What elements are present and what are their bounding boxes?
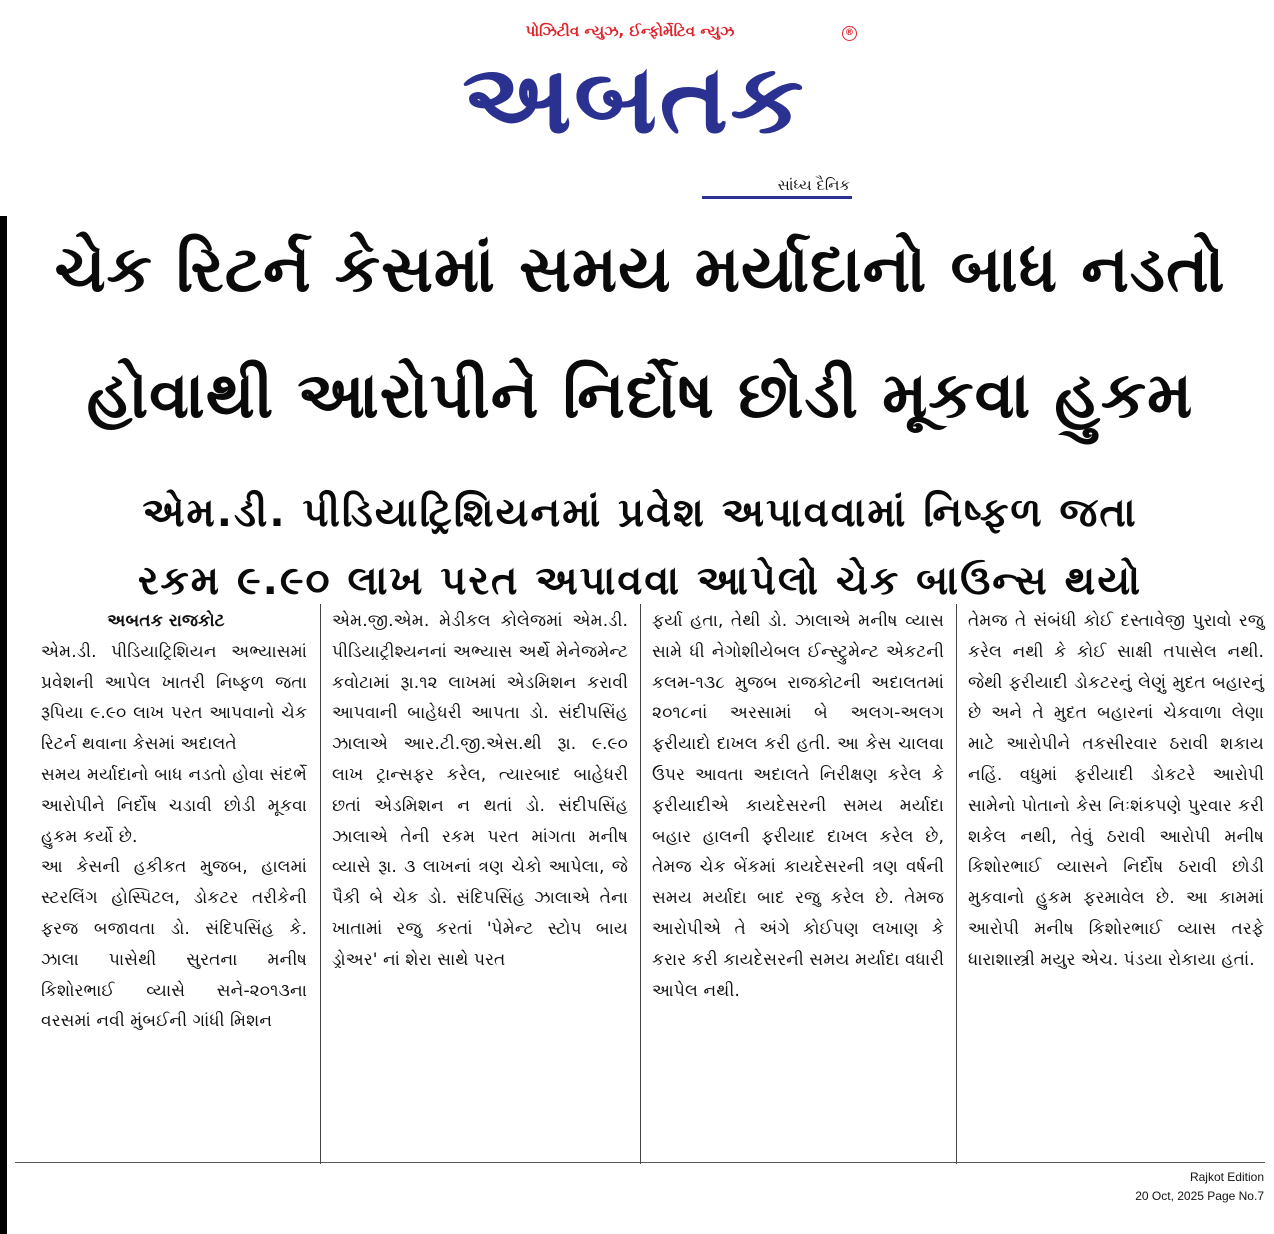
column-divider	[640, 604, 641, 1164]
newspaper-logo[interactable]	[414, 44, 854, 159]
masthead-tagline: પોઝિટીવ ન્યુઝ, ઈન્ફોર્મેટિવ ન્યુઝ	[525, 22, 735, 40]
headline-line-1: ચેક રિટર્ન કેસમાં સમય મર્યાદાનો બાધ નડતો	[54, 233, 1226, 307]
column-divider	[956, 604, 957, 1164]
subheadline-line-1: એમ.ડી. પીડિયાટ્રિશિયનમાં પ્રવેશ અપાવવામાં નિષ્ફળ જતા	[142, 490, 1138, 536]
article-column-3	[652, 606, 944, 1006]
article-column-4	[968, 606, 1264, 976]
headline-line-2: હોવાથી આરોપીને નિર્દોષ છોડી મૂકવા હુકમ	[86, 359, 1194, 433]
footer-rule	[15, 1162, 1265, 1163]
registered-mark-icon: ®	[842, 26, 857, 41]
article-column-2	[332, 606, 628, 976]
masthead-subtitle: સાંધ્ય દૈનિક	[777, 176, 850, 194]
page-info: 20 Oct, 2025 Page No.7	[1135, 1189, 1264, 1203]
article-paragraph: સમય મર્યાદાનો બાધ નડતો હોવા સંદર્ભે આરોપીને નિર્દોષ ચડાવી છોડી મૂકવા હુકમ કર્યો છે.	[41, 764, 307, 847]
article-paragraph: આ કેસની હકીકત મુજબ, હાલમાં સ્ટરલિંગ હોસ્પિટલ, ડોકટર તરીકેની ફરજ બજાવતા ડો. સંદિપસિંહ કે. ઝાલા પાસેથી સુરતના મનીષ કિશોરભાઈ વ્યાસે સને-૨૦૧૩ના વરસમાં નવી મુંબઈની ગાંધી મિશન	[41, 857, 307, 1032]
subtitle-underline	[702, 196, 852, 199]
article-paragraph: એમ.ડી. પીડિયાટ્રિશિયન અભ્યાસમાં પ્રવેશની આપેલ ખાતરી નિષ્ફળ જતા રૂપિયા ૯.૯૦ લાખ પરત આપવાનો ચેક રિટર્ન થવાના કેસમાં અદાલતે	[41, 641, 307, 755]
article-paragraph: તેમજ તે સંબંધી કોઈ દસ્તાવેજી પુરાવો રજુ કરેલ નથી કે કોઈ સાક્ષી તપાસેલ નથી. જેથી ફરીયાદી ડોકટરનું લેણું મુદત બહારનું છે અને તે મુદત બહારનાં ચેકવાળા લેણા માટે આરોપીને તકસીરવાર ઠરાવી શકાય નહિં. વધુમાં ફરીયાદી ડોકટરે આરોપી સામેનો પોતાનો કેસ નિઃશંકપણે પુરવાર કરી શકેલ નથી, તેવું ઠરાવી આરોપી મનીષ કિશોરભાઈ વ્યાસને નિર્દોષ ઠરાવી છોડી મુકવાનો હુકમ ફરમાવેલ છે. આ કામમાં આરોપી મનીષ કિશોરભાઈ વ્યાસ તરફે ધારાશાસ્ત્રી મયુર એચ. પંડયા રોકાયા હતાં.	[968, 611, 1264, 970]
subheadline-line-2: રકમ ૯.૯૦ લાખ પરત અપાવવા આપેલો ચેક બાઉન્સ થયો	[137, 558, 1143, 604]
masthead	[0, 0, 1274, 210]
article-byline: અબતક રાજકોટ	[107, 611, 225, 631]
article-paragraph: ફર્યા હતા, તેથી ડો. ઝાલાએ મનીષ વ્યાસ સામે ધી નેગોશીયેબલ ઈન્સ્ટ્રુમેન્ટ એકટની કલમ-૧૩૮ મુજબ રાજકોટની અદાલતમાં ૨૦૧૮નાં અરસામાં બે અલગ-અલગ ફરીયાદો દાખલ કરી હતી. આ કેસ ચાલવા ઉપર આવતા અદાલતે નિરીક્ષણ કરેલ કે ફરીયાદીએ કાયદેસરની સમય મર્યાદા બહાર હાલની ફરીયાદ દાખલ કરેલ છે, તેમજ ચેક બેંકમાં કાયદેસરની ત્રણ વર્ષની સમય મર્યાદા બાદ રજુ કરેલ છે. તેમજ આરોપીએ તે અંગે કોઈપણ લખાણ કે કરાર કરી કાયદેસરની સમય મર્યાદા વધારી આપેલ નથી.	[652, 611, 944, 1001]
article-paragraph: એમ.જી.એમ. મેડીકલ કોલેજમાં એમ.ડી. પીડિયાટ્રીશ્યનનાં અભ્યાસ અર્થે મેનેજમેન્ટ કવોટામાં રૂા.૧૨ લાખમાં એડમિશન કરાવી આપવાની બાહેધરી આપતા ડો. સંદીપસિંહ ઝાલાએ આર.ટી.જી.એસ.થી રૂા. ૯.૯૦ લાખ ટ્રાન્સફર કરેલ, ત્યારબાદ બાહેધરી છતાં એડમિશન ન થતાં ડો. સંદીપસિંહ ઝાલાએ તેની રકમ પરત માંગતા મનીષ વ્યાસે રૂા. ૩ લાખનાં ત્રણ ચેકો આપેલા, જે પૈકી બે ચેક ડો. સંદિપસિંહ ઝાલાએ તેના ખાતામાં રજુ કરતાં 'પેમેન્ટ સ્ટોપ બાય ડ્રોઅર' નાં શેરા સાથે પરત	[332, 611, 628, 970]
left-margin-bar	[0, 216, 7, 1234]
edition-label: Rajkot Edition	[1189, 1170, 1264, 1184]
column-divider	[320, 604, 321, 1164]
logo-text: અબતક	[462, 42, 806, 156]
article-column-1	[15, 606, 307, 1037]
